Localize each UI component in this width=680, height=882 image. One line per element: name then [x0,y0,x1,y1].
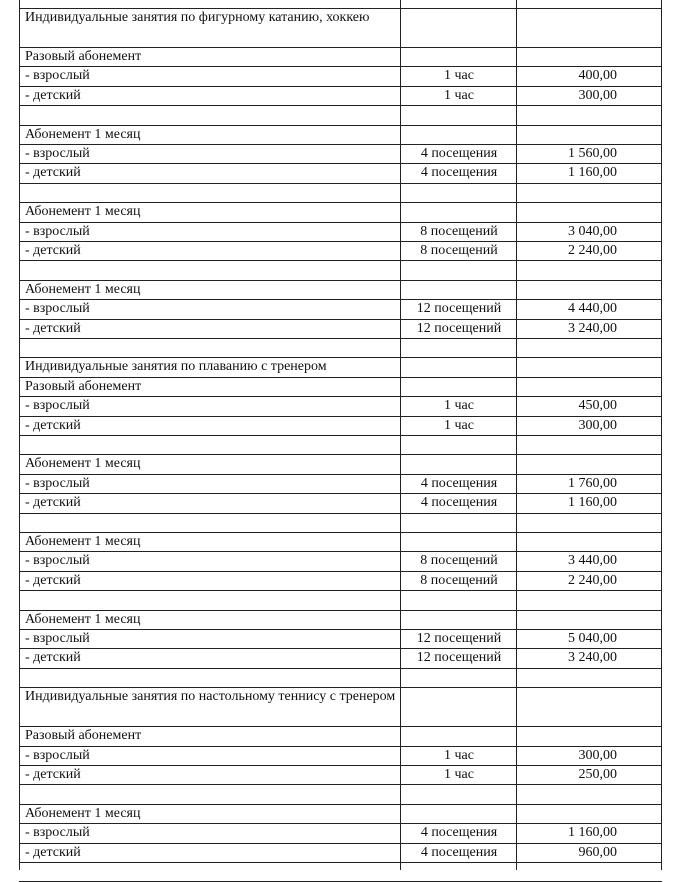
row-price: 450,00 [578,398,617,413]
row-label: - взрослый [25,631,90,646]
row-quantity: 8 посещений [420,243,498,258]
row-quantity: 1 час [444,767,474,782]
row-border [19,338,662,339]
row-price: 250,00 [578,767,617,782]
row-label: - взрослый [25,553,90,568]
row-label: Абонемент 1 месяц [25,127,141,142]
row-label: Разовый абонемент [25,49,142,64]
row-quantity: 1 час [444,88,474,103]
row-label: - детский [25,650,81,665]
row-label: Абонемент 1 месяц [25,806,141,821]
row-label: - взрослый [25,146,90,161]
row-price: 2 240,00 [568,573,617,588]
row-quantity: 1 час [444,748,474,763]
row-border [19,435,662,436]
row-label: - детский [25,573,81,588]
row-border [19,183,662,184]
row-border [19,260,662,261]
row-quantity: 8 посещений [420,224,498,239]
row-price: 300,00 [578,418,617,433]
row-quantity: 8 посещений [420,553,498,568]
row-price: 300,00 [578,748,617,763]
row-border [19,105,662,106]
row-price: 3 240,00 [568,650,617,665]
row-label: - детский [25,495,81,510]
row-quantity: 4 посещения [420,476,498,491]
row-border [19,784,662,785]
row-label: Разовый абонемент [25,728,142,743]
row-price: 3 240,00 [568,321,617,336]
row-label: Абонемент 1 месяц [25,204,141,219]
row-label: - взрослый [25,748,90,763]
row-label: - взрослый [25,825,90,840]
row-price: 300,00 [578,88,617,103]
row-price: 2 240,00 [568,243,617,258]
row-quantity: 4 посещения [420,845,498,860]
row-border [19,590,662,591]
row-label: - детский [25,418,81,433]
row-label: Абонемент 1 месяц [25,456,141,471]
row-label: - взрослый [25,301,90,316]
row-quantity: 12 посещений [416,650,502,665]
row-label: - взрослый [25,68,90,83]
row-quantity: 12 посещений [416,321,502,336]
row-price: 1 160,00 [568,825,617,840]
row-price: 3 440,00 [568,553,617,568]
row-label: - детский [25,165,81,180]
row-border [19,668,662,669]
row-label: Разовый абонемент [25,379,142,394]
row-quantity: 4 посещения [420,165,498,180]
row-label: Абонемент 1 месяц [25,612,141,627]
row-price: 1 560,00 [568,146,617,161]
row-label: - детский [25,243,81,258]
row-price: 5 040,00 [568,631,617,646]
row-quantity: 4 посещения [420,495,498,510]
row-label: - детский [25,321,81,336]
row-price: 960,00 [578,845,617,860]
row-border [19,513,662,514]
row-price: 1 160,00 [568,165,617,180]
row-quantity: 1 час [444,398,474,413]
row-label: - детский [25,767,81,782]
row-price: 1 760,00 [568,476,617,491]
row-quantity: 12 посещений [416,301,502,316]
row-quantity: 1 час [444,418,474,433]
row-border [19,862,662,863]
row-label: - взрослый [25,224,90,239]
row-label: Индивидуальные занятия по настольному теннису с тренером [25,689,396,704]
row-quantity: 1 час [444,68,474,83]
row-label: Индивидуальные занятия по плаванию с тренером [25,359,327,374]
row-label: - взрослый [25,476,90,491]
row-label: - детский [25,88,81,103]
row-label: - детский [25,845,81,860]
row-price: 400,00 [578,68,617,83]
row-label: Абонемент 1 месяц [25,282,141,297]
row-label: - взрослый [25,398,90,413]
row-price: 1 160,00 [568,495,617,510]
row-quantity: 12 посещений [416,631,502,646]
row-price: 3 040,00 [568,224,617,239]
row-quantity: 4 посещения [420,825,498,840]
row-quantity: 4 посещения [420,146,498,161]
row-label: Индивидуальные занятия по фигурному катанию, хоккею [25,10,370,25]
row-price: 4 440,00 [568,301,617,316]
row-quantity: 8 посещений [420,573,498,588]
row-label: Абонемент 1 месяц [25,534,141,549]
